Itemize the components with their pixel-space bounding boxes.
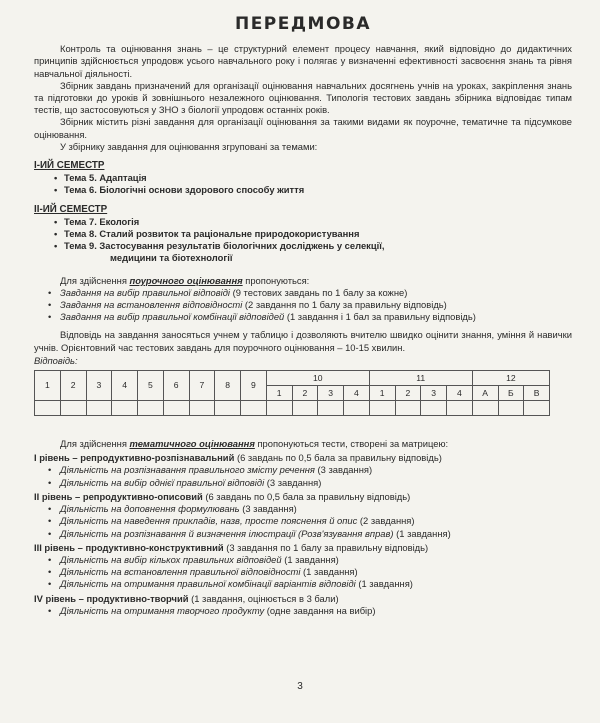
semester-2-topics bbox=[34, 216, 572, 265]
answer-col-4: 4 bbox=[112, 371, 138, 401]
answer-table bbox=[34, 370, 550, 416]
level-item: • Діяльність на доповнення формулювань (3 завдання) bbox=[34, 503, 572, 515]
intro-paragraph: У збірнику завдання для оцінювання згруповані за темами: bbox=[60, 140, 318, 152]
lesson-task-list bbox=[34, 287, 572, 324]
answer-col-3: 3 bbox=[86, 371, 112, 401]
answer-table-header-row bbox=[35, 371, 550, 386]
page-title: ПЕРЕДМОВА bbox=[234, 14, 372, 34]
answer-sub: 2 bbox=[292, 386, 318, 401]
answer-sub: 2 bbox=[395, 386, 421, 401]
level-4-heading: ІV рівень – продуктивно-творчий (1 завдання, оцінюється в 3 бали) bbox=[34, 592, 339, 604]
lesson-note: Відповідь на завдання заносяться учнем у таблицю і дозволяють вчителю швидко оцінити знання, уміння й навички учнів. Орієнтовний час тестових завдань для поурочного оцінювання – 10-15 хвилин. bbox=[34, 329, 572, 353]
lesson-task-item: • Завдання на встановлення відповідності (2 завдання по 1 балу за правильну відповідь) bbox=[34, 299, 572, 311]
answer-sub: 1 bbox=[266, 386, 292, 401]
topic-item: • Тема 8. Сталий розвиток та раціональне природокористування bbox=[34, 228, 572, 240]
answer-col-1: 1 bbox=[35, 371, 61, 401]
answer-sub: В bbox=[524, 386, 550, 401]
level-item: • Діяльність на наведення прикладів, назв, просте пояснення й опис (2 завдання) bbox=[34, 515, 572, 527]
intro-paragraph: Контроль та оцінювання знань – це структурний елемент процесу навчання, який відповідно до дидактичних принципів здійснюється упродовж усього навчального року і полягає у визначенні ефективності засвоєння знань та рівня навчальної діяльності. bbox=[34, 43, 572, 79]
level-item: • Діяльність на розпізнавання й визначення ілюстрації (Розв'язування вправ) (1 завдання) bbox=[34, 528, 572, 540]
semester-2-heading: ІІ-ИЙ СЕМЕСТР bbox=[34, 203, 108, 215]
answer-col-5: 5 bbox=[138, 371, 164, 401]
level-3-heading: ІІІ рівень – продуктивно-конструктивний (3 завдання по 1 балу за правильну відповідь) bbox=[34, 541, 429, 553]
level-item: • Діяльність на розпізнавання правильного змісту речення (3 завдання) bbox=[34, 464, 572, 476]
answer-sub: А bbox=[472, 386, 498, 401]
level-4-items bbox=[34, 605, 572, 617]
lesson-task-item: • Завдання на вибір правильної відповіді (9 тестових завдань по 1 балу за кожне) bbox=[34, 287, 572, 299]
topic-item: • Тема 5. Адаптація bbox=[34, 172, 572, 184]
answer-sub: 1 bbox=[369, 386, 395, 401]
topic-9-line-1: Тема 9. Застосування результатів біологічних досліджень у селекції, bbox=[64, 240, 385, 252]
intro-paragraph: Збірник завдань призначений для організації оцінювання навчальних досягнень учнів на уроках, закріплення знань та підготовки до уроків й зовнішнього незалежного оцінювання. Типологія тестових завдань збірника відповідає типам тестів, що застосовуються у ЗНО з біології упродовж останніх років. bbox=[34, 79, 572, 116]
answer-sub: 4 bbox=[447, 386, 473, 401]
semester-1-heading: І-ИЙ СЕМЕСТР bbox=[34, 160, 105, 172]
answer-sub: 4 bbox=[344, 386, 370, 401]
answers-label: Відповідь: bbox=[34, 354, 78, 366]
lesson-intro: Для здійснення поурочного оцінювання пропонуються: bbox=[60, 274, 310, 286]
level-1-items bbox=[34, 464, 572, 488]
answer-col-8: 8 bbox=[215, 371, 241, 401]
thematic-term: тематичного оцінювання bbox=[129, 438, 255, 450]
answer-group-10: 10 bbox=[266, 371, 369, 386]
level-item: • Діяльність на вибір кількох правильних відповідей (1 завдання) bbox=[34, 554, 572, 566]
answer-group-12: 12 bbox=[472, 371, 549, 386]
level-2-items bbox=[34, 503, 572, 540]
answer-sub: 3 bbox=[318, 386, 344, 401]
page-number: 3 bbox=[297, 681, 303, 692]
answer-sub: Б bbox=[498, 386, 524, 401]
level-item: • Діяльність на отримання творчого продукту (одне завдання на вибір) bbox=[34, 605, 572, 617]
intro-paragraph: Збірник містить різні завдання для організації оцінювання за такими видами як поурочне, тематичне та підсумкове оцінювання. bbox=[34, 116, 572, 140]
answer-group-11: 11 bbox=[369, 371, 472, 386]
level-item: • Діяльність на встановлення правильної відповідності (1 завдання) bbox=[34, 566, 572, 578]
lesson-term: поурочного оцінювання bbox=[129, 274, 243, 286]
topic-item: • Тема 7. Екологія bbox=[34, 216, 572, 228]
level-item: • Діяльність на отримання правильної комбінації варіантів відповіді (1 завдання) bbox=[34, 578, 572, 590]
semester-1-topics bbox=[34, 172, 572, 196]
topic-item bbox=[34, 240, 572, 264]
answer-col-6: 6 bbox=[163, 371, 189, 401]
level-3-items bbox=[34, 554, 572, 591]
thematic-intro: Для здійснення тематичного оцінювання пропонуються тести, створені за матрицею: bbox=[60, 438, 449, 450]
lesson-task-item: • Завдання на вибір правильної комбінації відповідей (1 завдання і 1 бал за правильну відповідь) bbox=[34, 311, 572, 323]
level-2-heading: ІІ рівень – репродуктивно-описовий (6 завдань по 0,5 бала за правильну відповідь) bbox=[34, 490, 411, 502]
answer-table-empty-row bbox=[35, 401, 550, 416]
level-1-heading: І рівень – репродуктивно-розпізнавальний (6 завдань по 0,5 бала за правильну відповідь) bbox=[34, 452, 442, 464]
level-item: • Діяльність на вибір однієї правильної відповіді (3 завдання) bbox=[34, 477, 572, 489]
answer-col-9: 9 bbox=[241, 371, 267, 401]
topic-item: • Тема 6. Біологічні основи здорового способу життя bbox=[34, 184, 572, 196]
answer-col-2: 2 bbox=[60, 371, 86, 401]
answer-col-7: 7 bbox=[189, 371, 215, 401]
answer-sub: 3 bbox=[421, 386, 447, 401]
topic-9-line-2: медицини та біотехнології bbox=[110, 252, 233, 264]
